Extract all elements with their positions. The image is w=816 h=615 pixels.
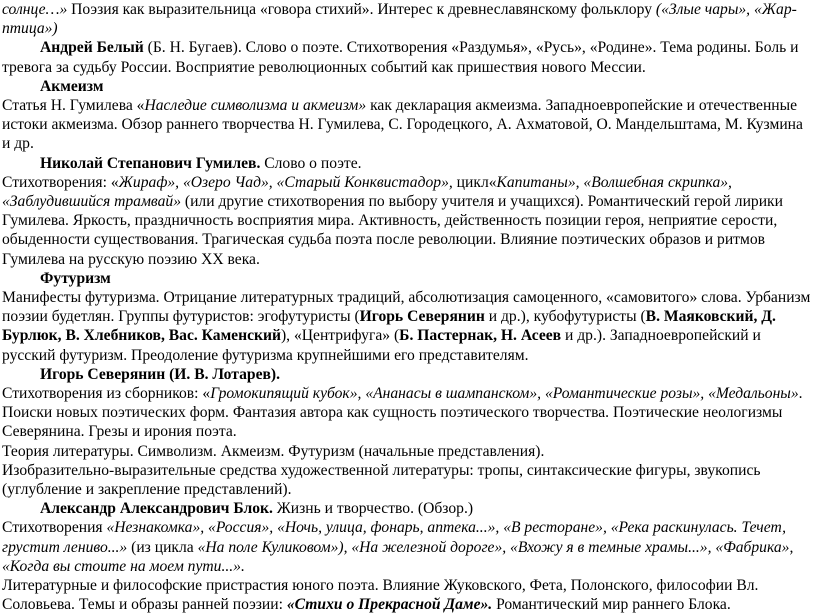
author-name: Андрей Белый [40,39,144,57]
italic-fragment: Наследие символизма и акмеизм» [144,97,367,115]
text-fragment: Литературные и философские пристрастия юного поэта. Влияние Жуковского, Фета, Полонского, философии Вл. Соловьева. Темы и образы ранней поэзии: [2,577,759,614]
paragraph-futurizm [2,288,814,365]
italic-fragment: «На поле Куликовом»), «На железной дороге», «Вхожу я в темные храмы...», «Фабрика», «Когда вы стоите на моем пути...». [2,538,794,575]
text-fragment: ), «Центрифуга» ( [280,327,400,345]
paragraph-blok-influences [2,576,814,614]
author-name: Николай Степанович Гумилев. [40,154,261,172]
bold-italic-fragment: «Стихи о Прекрасной Даме». [286,596,493,614]
italic-fragment: Жираф», «Озеро Чад», «Старый Конквистадор», [118,173,453,191]
italic-fragment: Громокипящий кубок», «Ананасы в шампанском», «Романтические розы», «Медальоны» [210,385,799,403]
text-fragment: (или другие стихотворения по выбору учителя и учащихся). Романтический герой лирики Гумилева. Яркость, праздничность восприятия мира. Активность, действенность позиции героя, неприятие серости, обыденности существования. Трагическая судьба поэта после революции. Влияние поэтических образов и ритмов Гумилева на русскую поэзию XX века. [2,193,783,268]
text-fragment: Слово о поэте. [260,154,362,172]
paragraph-theory: Теория литературы. Символизм. Акмеизм. Футуризм (начальные представления). [2,442,545,460]
text-fragment: цикл« [452,173,497,191]
paragraph-akmeizm [2,96,814,154]
text-fragment: как декларация акмеизма. Западноевропейские и отечественные истоки акмеизма. Обзор раннего творчества Н. Гумилева, С. Городецкого, А. Ахматовой, О. Мандельштама, М. Кузмина и др. [2,97,803,153]
paragraph-symbolism-tail [2,0,814,38]
italic-fragment: Капитаны», «Волшебная скрипка», «Заблудившийся трамвай» [2,173,732,211]
section-heading-futurizm: Футуризм [40,269,111,287]
text-fragment: (Б. Н. Бугаев). Слово о поэте. Стихотворения «Раздумья», «Русь», «Родине». Тема родины. Боль и тревога за судьбу России. Восприятие революционных событий как пришествия нового Мессии. [2,39,799,76]
text-fragment: Манифесты футуризма. Отрицание литературных традиций, абсолютизация самоценного, «самовитого» слова. Урбанизм поэзии будетлян. Группы футуристов: эгофутуристы ( [2,289,811,326]
italic-fragment: «Незнакомка», «Россия», «Ночь, улица, фонарь, аптека...», «В ресторане», «Река раскинулась. Течет, грустит лениво...» [2,519,787,556]
text-fragment: Романтический мир раннего Блока. [492,596,731,614]
text-fragment: Стихотворения из сборников: « [2,385,211,403]
bold-fragment: В. Маяковский, Д. Бурлюк, В. Хлебников, Вас. Каменский [2,308,776,345]
paragraph-gumilev-poems [2,173,814,269]
paragraph-severyanin-heading: Игорь Северянин (И. В. Лотарев). [40,365,281,383]
text-fragment: Стихотворения: « [2,173,119,191]
text-fragment: Стихотворения [2,519,107,537]
bold-fragment: Б. Пастернак, Н. Асеев [399,327,562,345]
text-fragment: и др.). Западноевропейский и русский футуризм. Преодоление футуризма крупнейшими его представителям. [2,327,761,364]
text-fragment: и др.), кубофутуристы ( [484,308,646,326]
paragraph-andrei-bely [2,38,814,76]
section-heading-akmeizm: Акмеизм [40,77,104,95]
paragraph-blok-poems [2,518,814,576]
text-fragment: Статья Н. Гумилева « [2,97,145,115]
text-fragment: . Поиски новых поэтических форм. Фантазия автора как сущность поэтического творчества. Поэтические неологизмы Северянина. Грезы и ирония поэта. [2,385,803,441]
text-fragment: Поэзия как выразительница «говора стихий». Интерес к древнеславянскому фольклору [67,1,656,18]
author-name: Александр Александрович Блок. [40,500,273,518]
paragraph-blok-heading [2,499,814,518]
italic-fragment: солнце…» [2,1,68,18]
paragraph-expressive-means: Изобразительно-выразительные средства художественной литературы: тропы, синтаксические фигуры, звукопись (углубление и закрепление представлений). [2,461,761,499]
paragraph-gumilev-heading [2,154,814,173]
paragraph-severyanin [2,384,814,442]
text-fragment: Жизнь и творчество. (Обзор.) [272,500,474,518]
bold-fragment: Игорь Северянин [359,308,485,326]
italic-fragment: («Злые чары», «Жар-птица») [2,1,797,38]
text-fragment: (из цикла [127,538,198,556]
